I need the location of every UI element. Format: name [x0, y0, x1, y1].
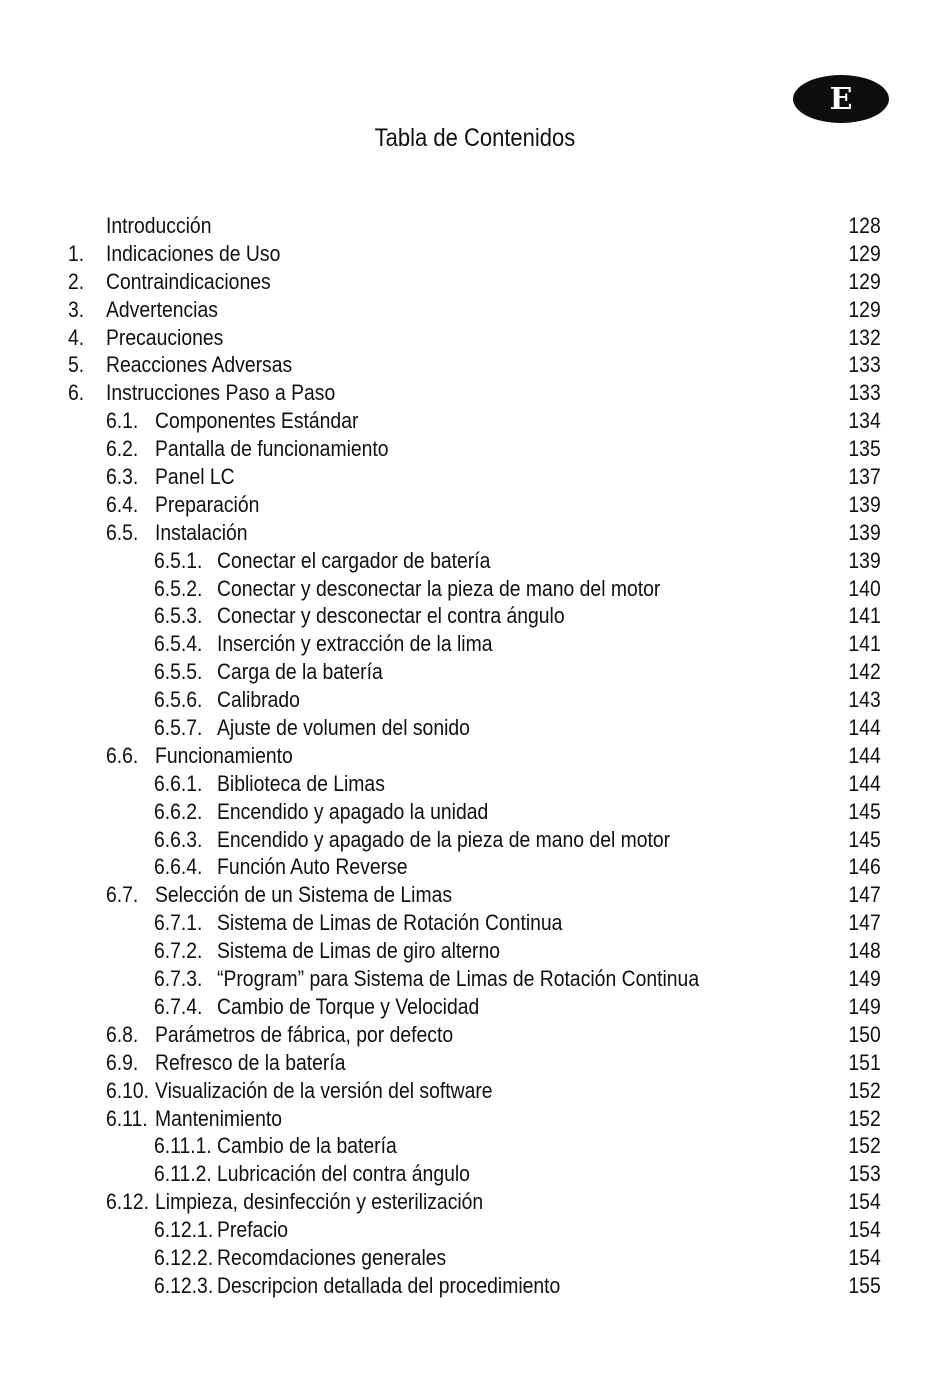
toc-entry-page: 144 [848, 742, 881, 768]
toc-entry-number: 6.7.2. [154, 938, 203, 964]
table-of-contents [0, 212, 950, 1300]
toc-entry-page: 139 [848, 519, 881, 545]
toc-entry-number: 6.7.4. [154, 993, 203, 1019]
toc-entry-page: 144 [848, 715, 881, 741]
toc-entry[interactable] [0, 826, 950, 854]
toc-entry-page: 133 [848, 352, 881, 378]
toc-entry[interactable] [0, 1049, 950, 1077]
toc-entry-number: 6.12. [106, 1189, 150, 1215]
toc-entry-page: 133 [848, 380, 881, 406]
toc-entry-title: Selección de un Sistema de Limas [155, 882, 453, 908]
toc-entry-page: 152 [848, 1077, 881, 1103]
toc-entry-title: Advertencias [106, 296, 218, 322]
toc-entry-number: 6.6.1. [154, 770, 203, 796]
toc-entry-title: Conectar y desconectar el contra ángulo [217, 603, 565, 629]
toc-entry-title: Contraindicaciones [106, 268, 271, 294]
toc-entry[interactable] [0, 1021, 950, 1049]
toc-entry-page: 145 [848, 826, 881, 852]
toc-entry-number: 6.4. [106, 491, 139, 517]
toc-entry-title: Descripcion detallada del procedimiento [217, 1272, 561, 1298]
toc-entry[interactable] [0, 212, 950, 240]
toc-entry-number: 6. [68, 380, 85, 406]
toc-entry-number: 6.5.4. [154, 631, 203, 657]
toc-entry-title: Ajuste de volumen del sonido [217, 715, 470, 741]
language-badge-letter: E [829, 81, 853, 117]
toc-entry[interactable] [0, 770, 950, 798]
toc-entry-number: 2. [68, 268, 85, 294]
toc-entry-page: 154 [848, 1189, 881, 1215]
toc-entry[interactable] [0, 1272, 950, 1300]
toc-entry[interactable] [0, 798, 950, 826]
toc-entry-title: Reacciones Adversas [106, 352, 293, 378]
toc-entry-page: 154 [848, 1217, 881, 1243]
toc-entry-number: 6.6.3. [154, 826, 203, 852]
toc-entry-title: Limpieza, desinfección y esterilización [155, 1189, 484, 1215]
toc-entry-page: 153 [848, 1161, 881, 1187]
toc-entry-number: 6.6. [106, 742, 139, 768]
toc-entry-title: Recomdaciones generales [217, 1244, 447, 1270]
toc-entry-title: Panel LC [155, 464, 235, 490]
toc-entry-page: 132 [848, 324, 881, 350]
toc-entry-number: 6.11. [106, 1105, 148, 1131]
toc-entry-number: 6.1. [106, 408, 139, 434]
toc-entry-title: Precauciones [106, 324, 224, 350]
toc-entry-page: 146 [848, 854, 881, 880]
toc-entry[interactable] [0, 463, 950, 491]
toc-entry-page: 139 [848, 491, 881, 517]
toc-entry-number: 6.7.1. [154, 910, 203, 936]
toc-entry[interactable] [0, 491, 950, 519]
toc-entry-page: 128 [848, 213, 881, 238]
toc-entry-title: Instalación [155, 519, 248, 545]
toc-entry-number: 6.12.3. [154, 1272, 214, 1298]
toc-entry[interactable] [0, 1188, 950, 1216]
toc-entry-number: 6.5.2. [154, 575, 203, 601]
toc-entry-title: Cambio de la batería [217, 1133, 397, 1159]
toc-entry-title: Inserción y extracción de la lima [217, 631, 493, 657]
toc-entry[interactable] [0, 1216, 950, 1244]
toc-entry-number: 6.11.2. [154, 1161, 212, 1187]
toc-entry-title: “Program” para Sistema de Limas de Rotación Continua [217, 966, 700, 992]
toc-entry[interactable] [0, 379, 950, 407]
toc-entry-number: 6.5.1. [154, 547, 203, 573]
toc-entry[interactable] [0, 993, 950, 1021]
toc-entry-page: 151 [848, 1049, 881, 1075]
toc-entry-title: Cambio de Torque y Velocidad [217, 993, 480, 1019]
toc-entry[interactable] [0, 686, 950, 714]
toc-entry-title: Parámetros de fábrica, por defecto [155, 1021, 454, 1047]
toc-entry[interactable] [0, 324, 950, 352]
toc-entry-number: 4. [68, 324, 85, 350]
toc-entry-title: Biblioteca de Limas [217, 770, 385, 796]
toc-entry-title: Pantalla de funcionamiento [155, 436, 389, 462]
toc-entry-title: Calibrado [217, 687, 300, 713]
toc-entry-number: 6.5.7. [154, 715, 203, 741]
toc-entry[interactable] [0, 1244, 950, 1272]
toc-entry-number: 6.6.2. [154, 798, 203, 824]
toc-entry[interactable] [0, 268, 950, 296]
toc-entry-title: Componentes Estándar [155, 408, 359, 434]
toc-entry[interactable] [0, 909, 950, 937]
toc-entry[interactable] [0, 240, 950, 268]
toc-entry-page: 129 [848, 296, 881, 322]
toc-entry-number: 6.5. [106, 519, 139, 545]
toc-entry-page: 135 [848, 436, 881, 462]
toc-entry[interactable] [0, 714, 950, 742]
toc-entry[interactable] [0, 351, 950, 379]
toc-entry-page: 142 [848, 659, 881, 685]
toc-entry-title: Lubricación del contra ángulo [217, 1161, 470, 1187]
toc-entry-page: 140 [848, 575, 881, 601]
toc-entry[interactable] [0, 435, 950, 463]
language-badge [793, 75, 889, 123]
toc-entry-number: 3. [68, 296, 85, 322]
toc-entry-title: Prefacio [217, 1217, 289, 1243]
toc-entry-page: 148 [848, 938, 881, 964]
toc-entry-page: 141 [848, 603, 881, 629]
toc-entry[interactable] [0, 937, 950, 965]
toc-entry[interactable] [0, 296, 950, 324]
toc-entry-number: 6.9. [106, 1049, 139, 1075]
toc-entry[interactable] [0, 1105, 950, 1133]
toc-entry-page: 152 [848, 1133, 881, 1159]
toc-entry[interactable] [0, 965, 950, 993]
toc-entry-page: 147 [848, 910, 881, 936]
toc-entry-page: 129 [848, 240, 881, 266]
toc-entry-number: 6.12.1. [154, 1217, 214, 1243]
toc-entry[interactable] [0, 881, 950, 909]
toc-entry-title: Función Auto Reverse [217, 854, 408, 880]
toc-entry-number: 6.11.1. [154, 1133, 212, 1159]
toc-entry-number: 6.10. [106, 1077, 150, 1103]
toc-entry-number: 1. [68, 240, 85, 266]
toc-entry-number: 6.5.6. [154, 687, 203, 713]
toc-entry-number: 6.2. [106, 436, 139, 462]
toc-entry-title: Sistema de Limas de Rotación Continua [217, 910, 563, 936]
toc-entry[interactable] [0, 742, 950, 770]
toc-entry-title: Encendido y apagado de la pieza de mano del motor [217, 826, 671, 852]
toc-entry[interactable] [0, 602, 950, 630]
toc-entry[interactable] [0, 1160, 950, 1188]
toc-entry-page: 143 [848, 687, 881, 713]
toc-entry-title: Preparación [155, 491, 260, 517]
toc-entry-title: Indicaciones de Uso [106, 240, 281, 266]
toc-entry-page: 144 [848, 770, 881, 796]
toc-entry-number: 6.7. [106, 882, 139, 908]
toc-entry-title: Introducción [106, 213, 212, 238]
toc-entry-title: Funcionamiento [155, 742, 293, 768]
toc-entry-page: 134 [848, 408, 881, 434]
toc-entry-title: Refresco de la batería [155, 1049, 346, 1075]
toc-entry-page: 129 [848, 268, 881, 294]
toc-entry[interactable] [0, 630, 950, 658]
toc-entry-page: 152 [848, 1105, 881, 1131]
toc-entry[interactable] [0, 1132, 950, 1160]
toc-entry-page: 150 [848, 1021, 881, 1047]
toc-entry-title: Visualización de la versión del software [155, 1077, 493, 1103]
toc-entry-title: Encendido y apagado la unidad [217, 798, 489, 824]
toc-entry-title: Conectar el cargador de batería [217, 547, 491, 573]
toc-entry-title: Conectar y desconectar la pieza de mano del motor [217, 575, 661, 601]
toc-entry-page: 147 [848, 882, 881, 908]
toc-entry-number: 6.5.5. [154, 659, 203, 685]
toc-entry-title: Sistema de Limas de giro alterno [217, 938, 501, 964]
toc-entry[interactable] [0, 547, 950, 575]
toc-entry-page: 154 [848, 1244, 881, 1270]
toc-entry[interactable] [0, 853, 950, 881]
toc-entry-number: 6.5.3. [154, 603, 203, 629]
toc-entry-title: Mantenimiento [155, 1105, 282, 1131]
toc-entry-page: 155 [848, 1272, 881, 1298]
toc-entry-number: 6.12.2. [154, 1244, 214, 1270]
toc-entry[interactable] [0, 575, 950, 603]
toc-entry-number: 5. [68, 352, 85, 378]
toc-entry-number: 6.3. [106, 464, 139, 490]
toc-entry-number: 6.6.4. [154, 854, 203, 880]
toc-entry[interactable] [0, 519, 950, 547]
page-title: Tabla de Contenidos [374, 124, 576, 152]
toc-entry[interactable] [0, 658, 950, 686]
toc-entry-page: 149 [848, 993, 881, 1019]
toc-entry-page: 141 [848, 631, 881, 657]
toc-entry-title: Instrucciones Paso a Paso [106, 380, 336, 406]
toc-entry-page: 137 [848, 464, 881, 490]
toc-entry-title: Carga de la batería [217, 659, 383, 685]
toc-entry-page: 145 [848, 798, 881, 824]
toc-entry-page: 139 [848, 547, 881, 573]
toc-entry-number: 6.7.3. [154, 966, 203, 992]
toc-entry[interactable] [0, 1077, 950, 1105]
toc-entry-page: 149 [848, 966, 881, 992]
toc-entry-number: 6.8. [106, 1021, 139, 1047]
toc-entry[interactable] [0, 407, 950, 435]
